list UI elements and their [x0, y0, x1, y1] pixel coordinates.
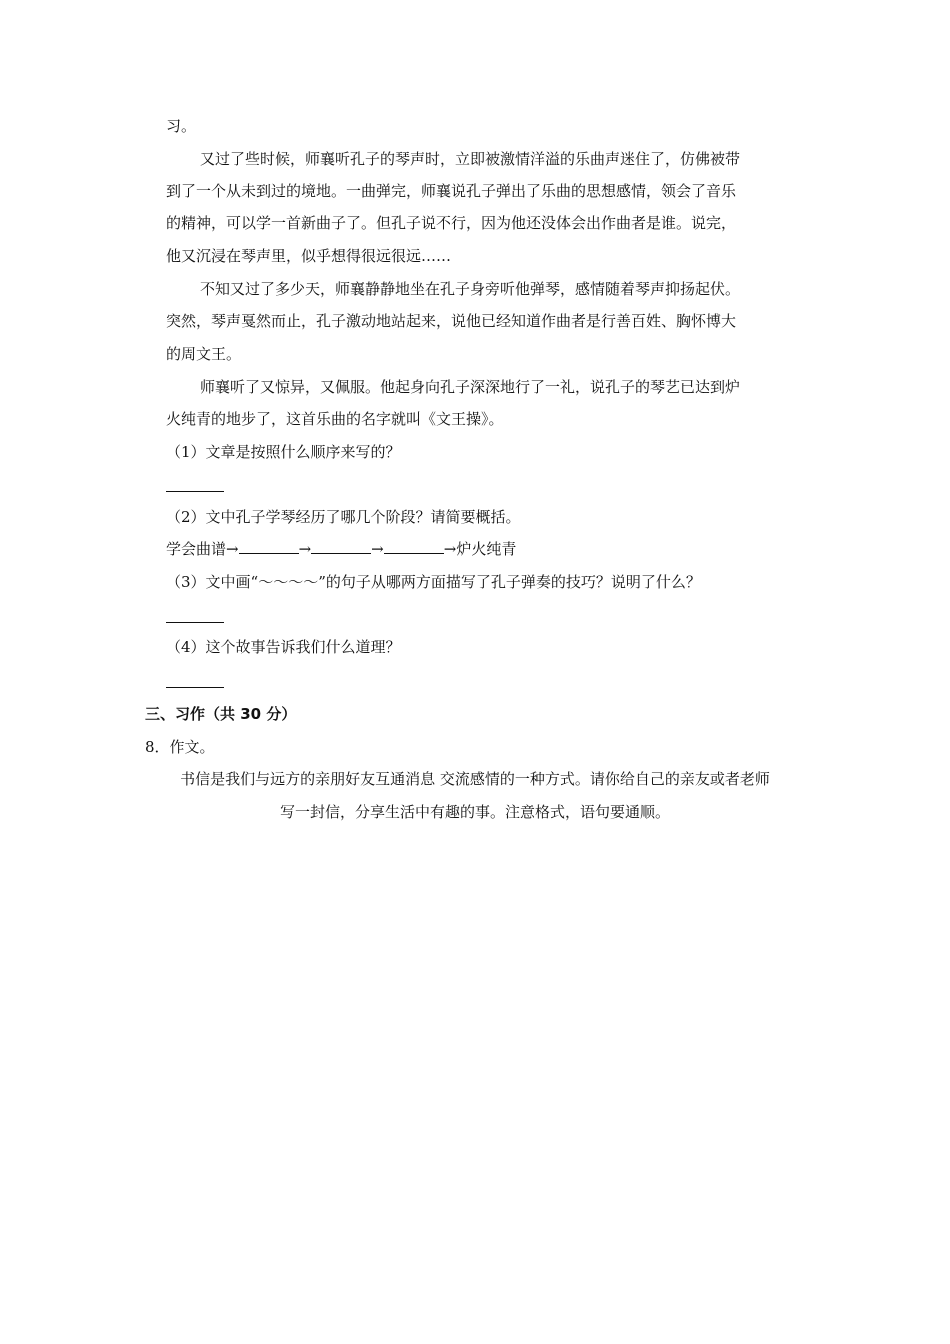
passage-line: 又过了些时候，师襄听孔子的琴声时，立即被激情洋溢的乐曲声迷住了，仿佛被带 — [200, 150, 741, 168]
question-4: （4）这个故事告诉我们什么道理？ — [166, 638, 401, 656]
question-3: （3）文中画“～～～～”的句子从哪两方面描写了孔子弹奏的技巧？说明了什么？ — [166, 573, 701, 591]
arrow: → — [443, 540, 457, 558]
passage-line: 到了一个从未到过的境地。一曲弹完，师襄说孔子弹出了乐曲的思想感情，领会了音乐 — [166, 182, 737, 200]
section-heading: 三、习作（共 30 分） — [145, 705, 297, 723]
stage-blank[interactable] — [239, 539, 299, 554]
passage-line: 习。 — [166, 117, 197, 135]
passage-line: 不知又过了多少天，师襄静静地坐在孔子身旁听他弹琴，感情随着琴声抑扬起伏。 — [200, 280, 741, 298]
arrow: → — [226, 540, 239, 558]
stage-blank[interactable] — [311, 539, 371, 554]
passage-line: 的精神，可以学一首新曲子了。但孔子说不行，因为他还没体会出作曲者是谁。说完， — [166, 214, 737, 232]
composition-item: 8．作文。 — [145, 738, 215, 756]
arrow: → — [298, 540, 312, 558]
stage-end: 炉火纯青 — [456, 540, 517, 558]
answer-blank-4[interactable] — [166, 687, 224, 688]
question-2: （2）文中孔子学琴经历了哪几个阶段？请简要概括。 — [166, 508, 521, 526]
passage-line: 火纯青的地步了，这首乐曲的名字就叫《文王操》。 — [166, 410, 504, 428]
passage-line: 他又沉浸在琴声里，似乎想得很远很远…… — [166, 247, 452, 265]
stage-blank[interactable] — [384, 539, 444, 554]
answer-blank-1[interactable] — [166, 491, 224, 492]
passage-line: 师襄听了又惊异，又佩服。他起身向孔子深深地行了一礼，说孔子的琴艺已达到炉 — [200, 378, 741, 396]
composition-prompt-line: 写一封信，分享生活中有趣的事。注意格式，语句要通顺。 — [279, 803, 670, 821]
arrow: → — [371, 540, 384, 558]
answer-blank-3[interactable] — [166, 622, 224, 623]
passage-line: 突然，琴声戛然而止，孔子激动地站起来，说他已经知道作曲者是行善百姓、胸怀博大 — [166, 312, 737, 330]
question-1: （1）文章是按照什么顺序来写的？ — [166, 443, 401, 461]
composition-prompt-line: 书信是我们与远方的亲朋好友互通消息 交流感情的一种方式。请你给自己的亲友或者老师 — [180, 770, 770, 788]
passage-line: 的周文王。 — [166, 345, 242, 363]
stage-start: 学会曲谱 — [166, 540, 227, 558]
stage-sequence — [166, 539, 516, 561]
